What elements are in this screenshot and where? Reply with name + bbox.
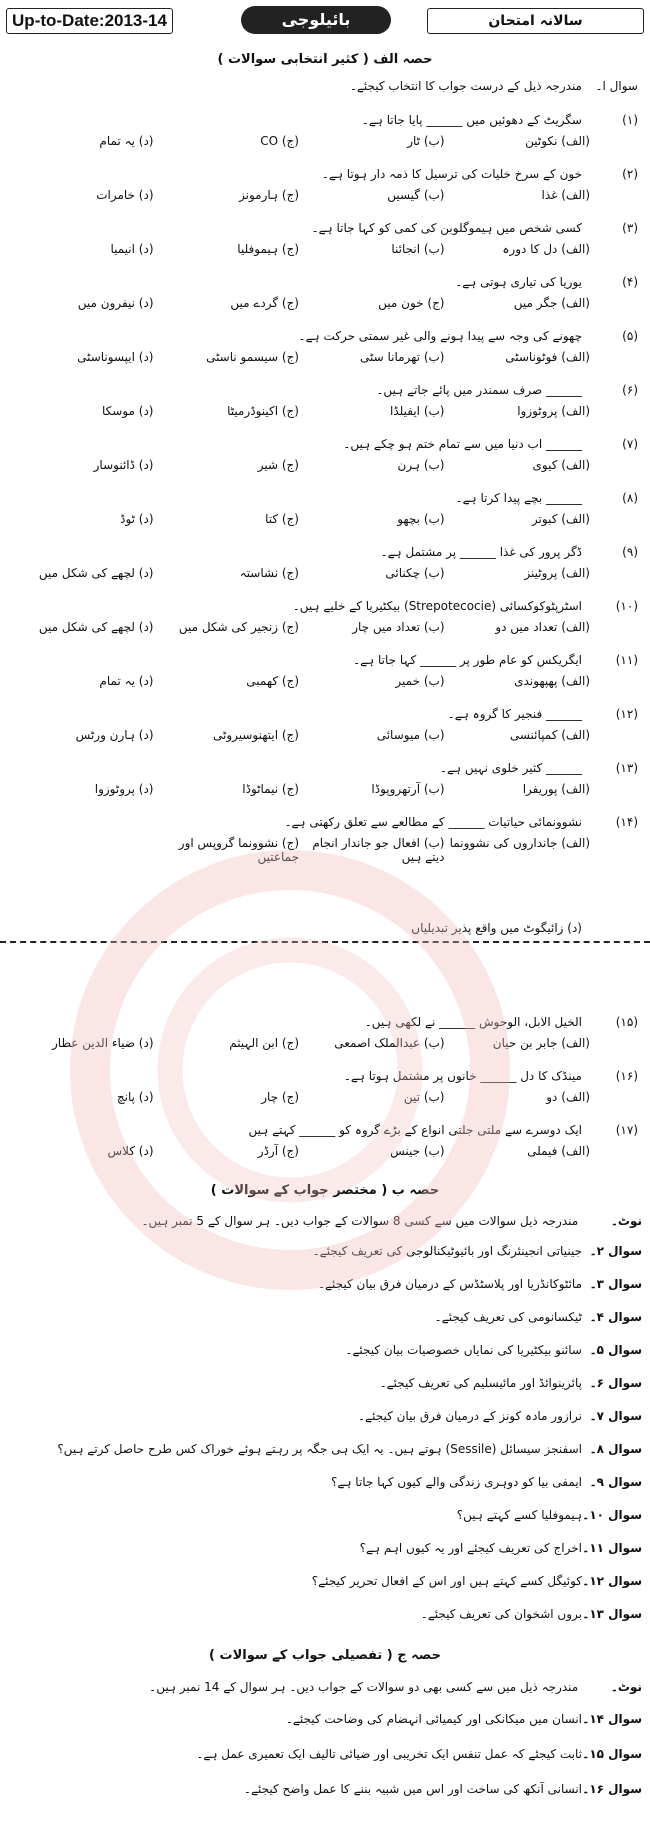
mcq-option: (د) لچھے کی شکل میں: [38, 620, 154, 634]
mcq-question: [8, 380, 642, 400]
mcq-number: (۱): [622, 113, 638, 127]
short-question: [8, 1240, 642, 1262]
question-number: سوال ۱۲۔: [582, 1574, 642, 1588]
short-question: [8, 1372, 642, 1394]
mcq-option: (الف) کیوی: [532, 458, 590, 472]
mcq-text: ______ صرف سمندر میں پائے جاتے ہیں۔: [376, 383, 582, 397]
question-text: جینیاتی انجینئرنگ اور بائیوٹیکنالوجی کی تعریف کیجئے۔: [312, 1244, 582, 1258]
mcq-option: (الف) پروٹوزوا: [517, 404, 590, 418]
mcq-option: (ج) کتا: [265, 512, 299, 526]
question-text: سائنو بیکٹیریا کی نمایاں خصوصیات بیان کیجئے۔: [345, 1343, 582, 1357]
mcq-number: (۱۴): [615, 815, 638, 829]
mcq-options: [8, 188, 590, 208]
question-text: اخراج کی تعریف کیجئے اور یہ کیوں اہم ہے؟: [359, 1541, 582, 1555]
mcq-question: [8, 758, 642, 778]
mcq-text: اسٹرپٹوکوکسائی (Strepotecocie) بیکٹیریا کے خلیے ہیں۔: [292, 599, 582, 613]
long-question: [8, 1743, 642, 1765]
long-question: [8, 1778, 642, 1800]
mcq-option: (ب) ایفیلڈا: [390, 404, 445, 418]
mcq-option: (د) ایپسوناسٹی: [77, 350, 154, 364]
question-number: سوال ۱۰۔: [582, 1508, 642, 1522]
mcq-option: (د) پانچ: [116, 1090, 154, 1104]
mcq-question: [8, 812, 642, 832]
short-question: [8, 1504, 642, 1526]
question-text: ٹیکسانومی کی تعریف کیجئے۔: [434, 1310, 582, 1324]
question-number: سوال ۴۔: [589, 1310, 642, 1324]
mcq-number: (۱۲): [615, 707, 638, 721]
mcq-option: (د) ضیاء الدین عطار: [52, 1036, 154, 1050]
section-c-title: حصہ ج ( تفصیلی جواب کے سوالات ): [209, 1648, 441, 1663]
mcq-option: (د) ٹوڈ: [120, 512, 154, 526]
question-text: کوئیگل کسے کہتے ہیں اور اس کے افعال تحریر کیجئے؟: [311, 1574, 582, 1588]
mcq-text: مینڈک کا دل ______ خانوں پر مشتمل ہوتا ہے۔: [343, 1069, 582, 1083]
mcq-question: [8, 434, 642, 454]
section-b-title: حصہ ب ( مختصر جواب کے سوالات ): [210, 1183, 440, 1198]
mcq-option: (الف) دو: [546, 1090, 590, 1104]
mcq-question: [8, 1012, 642, 1032]
up-to-date-box: Up-to-Date:2013-14: [6, 8, 173, 34]
question-number: سوال ۱۱۔: [582, 1541, 642, 1555]
mcq-option: (د) ڈائنوسار: [93, 458, 154, 472]
question-number: سوال ۱۳۔: [582, 1607, 642, 1621]
mcq-number: (۲): [622, 167, 638, 181]
mcq-text: سگریٹ کے دھوئیں میں ______ پایا جاتا ہے۔: [361, 113, 582, 127]
mcq-option: (ب) تھرمانا سٹی: [359, 350, 445, 364]
mcq-option: (ب) تعداد میں چار: [352, 620, 445, 634]
mcq-option: (ج) کھمبی: [246, 674, 299, 688]
mcq-option: (د) لچھے کی شکل میں: [38, 566, 154, 580]
short-question: [8, 1273, 642, 1295]
mcq-option: (ج) ابن الہیثم: [229, 1036, 299, 1050]
mcq-options: [8, 674, 590, 694]
mcq-option: (ج) ایتھنوسیروٹی: [212, 728, 299, 742]
mcq-option: (د) یہ تمام: [99, 674, 154, 688]
mcq-number: (۱۱): [615, 653, 638, 667]
mcq-option: (الف) پھپھوندی: [514, 674, 590, 688]
mcq-option: (ب) جینس: [390, 1144, 445, 1158]
mcq-option: (د) یہ تمام: [99, 134, 154, 148]
mcq-options: [8, 350, 590, 370]
question-number: سوال ۹۔: [589, 1475, 642, 1489]
mcq-text: ایک دوسرے سے ملتی جلتی انواع کے بڑے گروہ کو ______ کہتے ہیں: [248, 1123, 582, 1137]
mcq-options: [8, 404, 590, 424]
mcq-text: چھونے کی وجہ سے پیدا ہونے والی غیر سمتی حرکت ہے۔: [298, 329, 582, 343]
mcq-text: ______ بچے پیدا کرتا ہے۔: [455, 491, 582, 505]
mcq-options: [8, 836, 590, 864]
mcq-options: [8, 1144, 590, 1164]
mcq-option: (د) انیمیا: [110, 242, 154, 256]
mcq-option: (الف) دل کا دورہ: [502, 242, 590, 256]
question-text: مائٹوکانڈریا اور پلاسٹڈس کے درمیان فرق بیان کیجئے۔: [317, 1277, 582, 1291]
mcq-option: (ج) ہارمونز: [239, 188, 299, 202]
mcq-text: کسی شخص میں ہیموگلوبن کی کمی کو کہا جاتا ہے۔: [311, 221, 582, 235]
mcq-number: (۱۳): [615, 761, 638, 775]
section-c-note: نوٹ۔ مندرجہ ذیل میں سے کسی بھی دو سوالات کے جواب دیں۔ ہر سوال کے 14 نمبر ہیں۔: [149, 1680, 642, 1694]
section-a-instruction: [8, 76, 642, 96]
mcq-option: (ب) ٹار: [407, 134, 445, 148]
mcq-options: [8, 620, 590, 640]
question-text: نرازور مادہ کونز کے درمیان فرق بیان کیجئے۔: [358, 1409, 582, 1423]
short-question: [8, 1537, 642, 1559]
mcq-options: [8, 242, 590, 262]
mcq-option: (د) پروٹوزوا: [94, 782, 154, 796]
mcq-option: (د) نیفرون میں: [77, 296, 154, 310]
mcq-options: [8, 566, 590, 586]
question-number: سوال ۵۔: [589, 1343, 642, 1357]
mcq-option: (الف) جگر میں: [513, 296, 590, 310]
mcq-options: [8, 1090, 590, 1110]
mcq-option: (ب) چکنائی: [385, 566, 445, 580]
mcq-option: (ب) عبدالملک اصمعی: [334, 1036, 445, 1050]
mcq-option: (ج) نیماٹوڈا: [242, 782, 299, 796]
mcq-option: (ب) ہرن: [397, 458, 445, 472]
short-question: [8, 1339, 642, 1361]
short-question: [8, 1306, 642, 1328]
mcq-option: (ب) خمیر: [395, 674, 445, 688]
mcq-text: ڈگر پرور کی غذا ______ پر مشتمل ہے۔: [380, 545, 582, 559]
mcq-options: [8, 782, 590, 802]
header: [6, 6, 644, 36]
section-b-note: نوٹ۔ مندرجہ ذیل سوالات میں سے کسی 8 سوالات کے جواب دیں۔ ہر سوال کے 5 نمبر ہیں۔: [141, 1214, 642, 1228]
mcq-option: (ج) آرڈر: [257, 1144, 299, 1158]
mcq-option: (د) ہارن ورٹس: [75, 728, 154, 742]
question-text: ثابت کیجئے کہ عمل تنفس ایک تخریبی اور ضیائی تالیف ایک تعمیری عمل ہے۔: [196, 1747, 582, 1761]
mcq-option: (ج) ہیموفلیا: [237, 242, 299, 256]
question-number: سوال ۱۵۔: [582, 1747, 642, 1761]
mcq-option: (د) موسکا: [102, 404, 154, 418]
short-question: [8, 1570, 642, 1592]
question-text: ایمفی بیا کو دوہری زندگی والے کیوں کہا جاتا ہے؟: [331, 1475, 582, 1489]
question-number: سوال ۶۔: [589, 1376, 642, 1390]
mcq-option: (ب) میوسائی: [376, 728, 445, 742]
mcq-number: (۱۵): [615, 1015, 638, 1029]
mcq-options: [8, 296, 590, 316]
short-question: [8, 1471, 642, 1493]
question-number: سوال ۱۶۔: [582, 1782, 642, 1796]
mcq-number: (۱۷): [615, 1123, 638, 1137]
mcq-option: (ج) گردے میں: [230, 296, 299, 310]
mcq-question: [8, 164, 642, 184]
mcq-question: [8, 218, 642, 238]
mcq-options: [8, 1036, 590, 1056]
question-text: انسانی آنکھ کی ساخت اور اس میں شبیہ بننے کا عمل واضح کیجئے۔: [243, 1782, 582, 1796]
mcq-option: (ج) اکینوڈرمیٹا: [227, 404, 299, 418]
short-question: [8, 1603, 642, 1625]
mcq-number: (۳): [622, 221, 638, 235]
mcq-question: [8, 488, 642, 508]
mcq-question: [8, 1066, 642, 1086]
subject-banner: بائیلوجی: [241, 6, 391, 34]
mcq-option: (ب) انجائنا: [391, 242, 445, 256]
question-number: سوال ۲۔: [589, 1244, 642, 1258]
mcq-question: [8, 542, 642, 562]
mcq-question: [8, 272, 642, 292]
mcq-question: [8, 326, 642, 346]
mcq-options: [8, 458, 590, 478]
mcq-option: (د) کلاس: [107, 1144, 154, 1158]
question-number: سوال ۸۔: [589, 1442, 642, 1456]
mcq-text: ______ اب دنیا میں سے تمام ختم ہو چکے ہیں۔: [343, 437, 582, 451]
mcq-option: (الف) پوریفرا: [522, 782, 590, 796]
question-text: پائرینوائڈ اور مائیسلیم کی تعریف کیجئے۔: [379, 1376, 582, 1390]
mcq-option: (الف) کبوتر: [531, 512, 590, 526]
mcq-option: (الف) کمپائنسی: [509, 728, 590, 742]
mcq-option: (ج) نشوونما گروپس اور جماعتیں: [178, 836, 299, 864]
mcq-option: (ج) CO: [260, 134, 299, 148]
mcq-question: [8, 1120, 642, 1140]
question-1-label: سوال ا۔: [595, 79, 638, 93]
mcq-option: (ب) افعال جو جاندار انجام دیتے ہیں: [312, 836, 445, 864]
mcq-question: [8, 596, 642, 616]
mcq-option: (ب) گیسیں: [387, 188, 445, 202]
long-question: [8, 1708, 642, 1730]
mcq-option: (الف) غذا: [541, 188, 590, 202]
mcq-option: (الف) فوٹوناسٹی: [505, 350, 590, 364]
mcq-question: [8, 650, 642, 670]
mcq-text: ______ کثیر خلوی نہیں ہے۔: [439, 761, 582, 775]
mcq-text: خون کے سرخ خلیات کی ترسیل کا ذمہ دار ہوتا ہے۔: [321, 167, 582, 181]
question-number: سوال ۷۔: [589, 1409, 642, 1423]
question-text: اسفنجز سیسائل (Sessile) ہوتے ہیں۔ یہ ایک ہی جگہ پر رہتے ہوئے خوراک کس طرح حاصل کرتے ہیں؟: [57, 1442, 582, 1456]
mcq-option: (الف) فیملی: [527, 1144, 590, 1158]
mcq-option: (الف) نکوٹین: [525, 134, 590, 148]
mcq-option: (ب) بچھو: [397, 512, 445, 526]
question-text: انسان میں میکانکی اور کیمیائی انہضام کی وضاحت کیجئے۔: [285, 1712, 582, 1726]
question-number: سوال ۱۴۔: [582, 1712, 642, 1726]
mcq-question: [8, 704, 642, 724]
instruction-text: مندرجہ ذیل کے درست جواب کا انتخاب کیجئے۔: [349, 79, 582, 93]
exam-type-box: سالانہ امتحان: [427, 8, 644, 34]
mcq-number: (۵): [622, 329, 638, 343]
mcq-number: (۶): [622, 383, 638, 397]
dashed-divider: [0, 941, 650, 943]
mcq-options: [8, 728, 590, 748]
q14-option-d: (د) زائیگوٹ میں واقع پذیر تبدیلیاں: [411, 921, 582, 935]
mcq-option: (الف) پروٹینز: [524, 566, 590, 580]
mcq-option: (ج) چار: [261, 1090, 299, 1104]
question-text: بروں اشخوان کی تعریف کیجئے۔: [420, 1607, 582, 1621]
section-a-title: حصہ الف ( کثیر انتخابی سوالات ): [217, 52, 433, 67]
mcq-number: (۱۶): [615, 1069, 638, 1083]
mcq-number: (۸): [622, 491, 638, 505]
mcq-option: (د) خامرات: [96, 188, 154, 202]
mcq-option: (ج) نشاستہ: [239, 566, 299, 580]
mcq-option: (ج) زنجیر کی شکل میں: [178, 620, 299, 634]
question-number: سوال ۳۔: [589, 1277, 642, 1291]
mcq-option: (ج) شیر: [257, 458, 299, 472]
mcq-option: (الف) تعداد میں دو: [495, 620, 590, 634]
mcq-text: الخیل الابل، الوحوش ______ نے لکھی ہیں۔: [364, 1015, 582, 1029]
mcq-question: [8, 110, 642, 130]
mcq-text: نشوونمائی حیاتیات ______ کے مطالعے سے تعلق رکھتی ہے۔: [284, 815, 582, 829]
mcq-option: (ج) سیسمو ناسٹی: [206, 350, 299, 364]
question-text: ہیموفلیا کسے کہتے ہیں؟: [456, 1508, 582, 1522]
mcq-text: ایگریکس کو عام طور پر ______ کہا جاتا ہے۔: [353, 653, 582, 667]
mcq-number: (۷): [622, 437, 638, 451]
mcq-options: [8, 512, 590, 532]
mcq-option: (ج) خون میں: [378, 296, 445, 310]
mcq-option: (الف) جانداروں کی نشوونما: [449, 836, 590, 850]
mcq-number: (۹): [622, 545, 638, 559]
mcq-text: ______ فنجیر کا گروہ ہے۔: [447, 707, 582, 721]
short-question: [8, 1405, 642, 1427]
short-question: [8, 1438, 642, 1460]
mcq-number: (۴): [622, 275, 638, 289]
mcq-text: یوریا کی تیاری ہوتی ہے۔: [455, 275, 582, 289]
mcq-number: (۱۰): [615, 599, 638, 613]
mcq-option: (ب) آرتھروپوڈا: [371, 782, 445, 796]
mcq-options: [8, 134, 590, 154]
mcq-option: (ب) تین: [403, 1090, 445, 1104]
mcq-option: (الف) جابر بن حیان: [492, 1036, 590, 1050]
